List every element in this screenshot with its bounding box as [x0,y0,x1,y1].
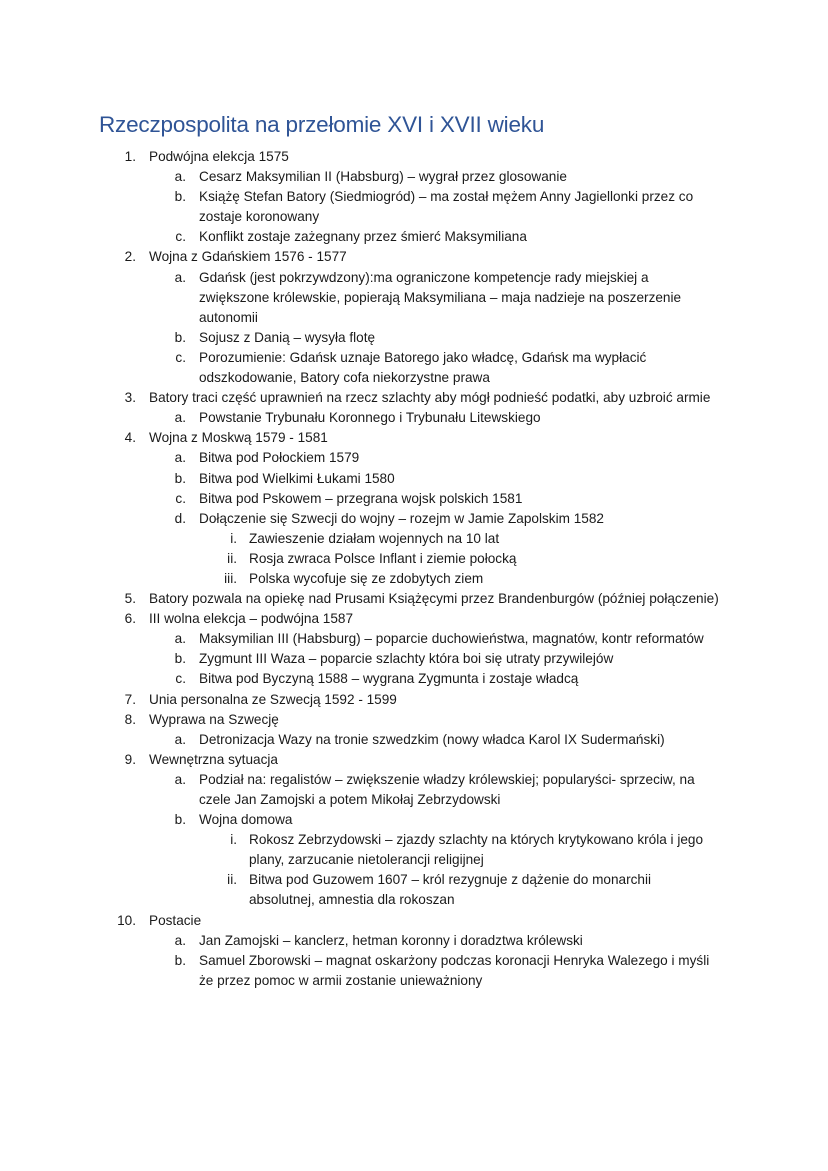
list-item-level-2 [0,509,828,529]
list-item-text: Bitwa pod Pskowem – przegrana wojsk polskich 1581 [199,490,523,506]
list-item-level-2 [0,770,828,810]
list-marker: c. [175,229,186,245]
list-marker: b. [174,952,186,968]
list-marker: 2. [124,249,136,265]
list-item-text: Bitwa pod Byczyną 1588 – wygrana Zygmunta i zostaje władcą [199,671,579,687]
list-item-level-1 [0,710,828,730]
list-item-text: Detronizacja Wazy na tronie szwedzkim (nowy władca Karol IX Sudermański) [199,731,665,747]
list-item-text: Wewnętrzna sytuacja [149,751,278,767]
list-item-level-1 [0,589,828,609]
list-item-level-1 [0,609,828,629]
list-marker: a. [174,410,186,426]
list-item-text: Podwójna elekcja 1575 [149,149,289,164]
list-item-text: Bitwa pod Wielkimi Łukami 1580 [199,470,395,486]
list-marker: b. [174,470,186,486]
list-item-text: Cesarz Maksymilian II (Habsburg) – wygrał przez glosowanie [199,169,567,185]
list-item-level-2 [0,649,828,669]
list-marker: 8. [124,711,136,727]
list-item-text: Polska wycofuje się ze zdobytych ziem [249,570,484,586]
list-item-level-3 [0,870,828,910]
list-item-text: Wojna domowa [199,812,293,828]
list-marker: c. [175,671,186,687]
list-item-text: Podział na: regalistów – zwiększenie władzy królewskiej; popularyści- sprzeciw, na czele Jan Zamojski a potem Mikołaj Zebrzydowski [199,771,695,807]
list-item-text: Batory pozwala na opiekę nad Prusami Książęcymi przez Brandenburgów (później połączenie) [149,591,719,607]
list-item-text: Sojusz z Danią – wysyła flotę [199,329,376,345]
list-marker: a. [174,631,186,647]
list-marker: d. [174,510,186,526]
list-item-level-2 [0,730,828,750]
list-item-text: Wojna z Moskwą 1579 - 1581 [149,430,328,446]
list-marker: 6. [124,611,136,627]
list-marker: a. [174,450,186,466]
list-item-text: Powstanie Trybunału Koronnego i Trybunału Litewskiego [199,410,541,426]
list-item-text: Wyprawa na Szwecję [149,711,279,727]
list-item-text: Rosja zwraca Polsce Inflant i ziemie połocką [249,550,517,566]
list-item-level-2 [0,448,828,468]
list-item-text: Bitwa pod Guzowem 1607 – król rezygnuje z dążenie do monarchii absolutnej, amnestia dla rokoszan [249,872,651,908]
list-item-text: Wojna z Gdańskiem 1576 - 1577 [149,249,347,265]
list-item-text: Porozumienie: Gdańsk uznaje Batorego jako władcę, Gdańsk ma wypłacić odszkodowanie, Batory cofa niekorzystne prawa [199,349,647,386]
list-item-text: Dołączenie się Szwecji do wojny – rozejm w Jamie Zapolskim 1582 [199,510,604,526]
list-marker: i. [230,530,237,546]
list-item-level-1 [0,911,828,931]
list-marker: 4. [124,430,136,446]
list-item-level-3 [0,569,828,589]
document-title: Rzeczpospolita na przełomie XVI i XVII wieku [99,112,545,137]
list-item-level-3 [0,830,828,870]
list-item-level-2 [0,629,828,649]
list-item-level-1 [0,147,828,167]
list-marker: ii. [227,550,237,566]
list-item-text: Postacie [149,912,202,928]
list-marker: a. [174,269,186,285]
list-item-level-3 [0,529,828,549]
list-item-text: Batory traci część uprawnień na rzecz szlachty aby mógł podnieść podatki, aby uzbroić armie [149,390,711,406]
list-item-text: Maksymilian III (Habsburg) – poparcie duchowieństwa, magnatów, kontr reformatów [199,631,704,647]
list-item-level-1 [0,690,828,710]
list-marker: b. [174,651,186,667]
list-item-level-2 [0,167,828,187]
list-marker: 10. [117,912,136,928]
list-item-level-2 [0,408,828,428]
list-marker: c. [175,349,186,365]
list-item-level-1 [0,247,828,267]
list-item-text: Zawieszenie działam wojennych na 10 lat [249,530,500,546]
list-marker: 5. [124,591,136,607]
list-marker: 9. [124,751,136,767]
list-marker: c. [175,490,186,506]
list-item-level-2 [0,268,828,328]
list-item-level-2 [0,489,828,509]
outline-list [0,147,828,991]
list-item-level-2 [0,931,828,951]
list-item-level-2 [0,328,828,348]
list-item-text: III wolna elekcja – podwójna 1587 [149,611,354,627]
list-item-text: Bitwa pod Połockiem 1579 [199,450,360,466]
list-marker: a. [174,932,186,948]
list-item-level-2 [0,951,828,991]
list-marker: 3. [124,390,136,406]
list-item-text: Rokosz Zebrzydowski – zjazdy szlachty na których krytykowano króla i jego plany, zarzucanie nietolerancji religijnej [249,832,704,868]
list-item-level-2 [0,810,828,830]
list-item-text: Jan Zamojski – kanclerz, hetman koronny i doradztwa królewski [199,932,583,948]
list-item-level-1 [0,388,828,408]
list-item-level-1 [0,428,828,448]
list-marker: 1. [124,149,136,164]
list-item-level-2 [0,227,828,247]
list-item-text: Samuel Zborowski – magnat oskarżony podczas koronacji Henryka Walezego i myśli że przez pomoc w armii zostanie unieważniony [199,952,710,988]
list-item-text: Konflikt zostaje zażegnany przez śmierć Maksymiliana [199,229,527,245]
list-item-text: Unia personalna ze Szwecją 1592 - 1599 [149,691,397,707]
list-item-level-1 [0,750,828,770]
list-marker: b. [174,189,186,205]
list-marker: 7. [124,691,136,707]
list-marker: ii. [227,872,237,888]
list-marker: a. [174,731,186,747]
list-marker: b. [174,812,186,828]
list-item-text: Zygmunt III Waza – poparcie szlachty która boi się utraty przywilejów [199,651,614,667]
list-marker: b. [174,329,186,345]
list-item-level-2 [0,469,828,489]
list-item-level-2 [0,187,828,227]
list-item-text: Książę Stefan Batory (Siedmiogród) – ma został mężem Anny Jagiellonki przez co zostaje koronowany [199,189,694,225]
list-marker: a. [174,771,186,787]
list-item-level-2 [0,669,828,689]
list-item-text: Gdańsk (jest pokrzywdzony):ma ograniczone kompetencje rady miejskiej a zwiększone królewskie, popierają Maksymiliana – maja nadzieje na poszerzenie autonomii [199,269,682,325]
list-marker: a. [174,169,186,185]
list-item-level-3 [0,549,828,569]
list-marker: iii. [224,570,237,586]
list-item-level-2 [0,348,828,388]
list-marker: i. [230,832,237,848]
